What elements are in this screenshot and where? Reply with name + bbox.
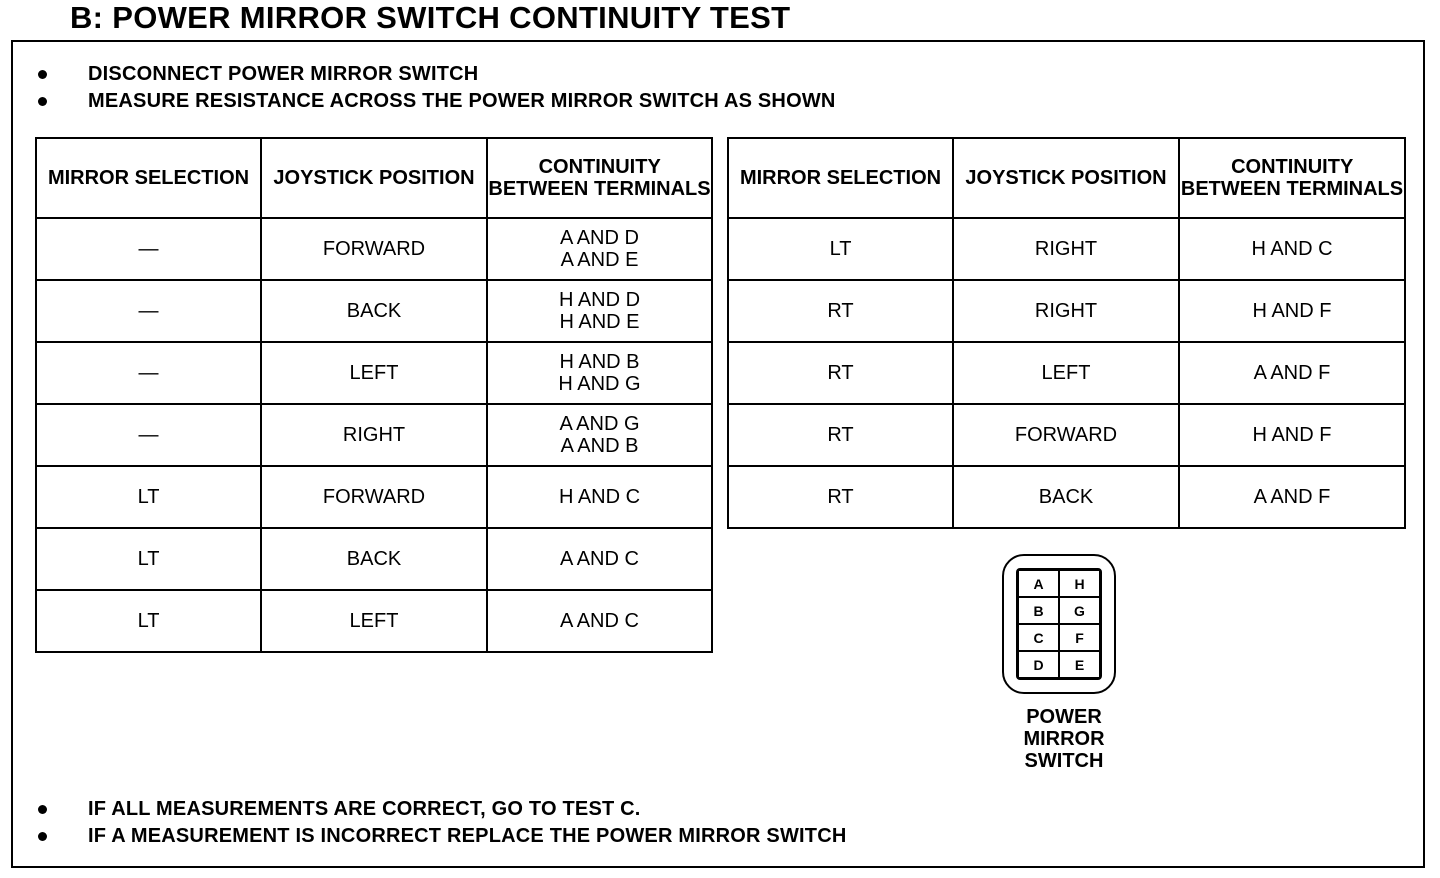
table-row — [728, 466, 1405, 528]
joystick-cell: BACK — [261, 528, 487, 590]
connector-pin: F — [1059, 624, 1100, 651]
continuity-cell — [487, 404, 712, 466]
header-continuity — [1179, 138, 1405, 218]
connector-pin: B — [1018, 597, 1059, 624]
header-line: SELECTION — [826, 167, 942, 189]
joystick-cell: FORWARD — [953, 404, 1179, 466]
continuity-line: A AND C — [560, 610, 639, 632]
connector-pin: G — [1059, 597, 1100, 624]
mirror-cell: — — [36, 280, 261, 342]
header-line: JOYSTICK — [273, 167, 374, 189]
header-line: BETWEEN — [1180, 178, 1281, 200]
header-line: BETWEEN — [488, 178, 589, 200]
continuity-cell — [1179, 466, 1405, 528]
continuity-line: H AND G — [558, 373, 641, 395]
joystick-cell: RIGHT — [261, 404, 487, 466]
continuity-line: A AND F — [1253, 486, 1331, 508]
header-joystick-position — [261, 138, 487, 218]
result-text: IF A MEASUREMENT IS INCORRECT REPLACE THE POWER MIRROR SWITCH — [88, 825, 847, 847]
table-row — [36, 528, 712, 590]
table-row — [36, 590, 712, 652]
header-line: MIRROR — [739, 167, 822, 189]
header-line: TERMINALS — [593, 178, 711, 200]
continuity-table-right — [727, 137, 1406, 529]
table-row — [36, 280, 712, 342]
continuity-cell — [487, 590, 712, 652]
mirror-cell: — — [36, 218, 261, 280]
connector-pin: C — [1018, 624, 1059, 651]
header-mirror-selection — [728, 138, 953, 218]
table-header-row — [36, 138, 712, 218]
connector-label-line: MIRROR — [1023, 728, 1105, 750]
continuity-line: H AND F — [1252, 300, 1332, 322]
continuity-table-left — [35, 137, 713, 653]
header-line: CONTINUITY — [538, 156, 661, 178]
connector-pin: A — [1018, 570, 1059, 597]
continuity-line: H AND C — [558, 486, 641, 508]
mirror-cell: RT — [728, 466, 953, 528]
continuity-cell — [1179, 218, 1405, 280]
result-list — [38, 796, 847, 850]
mirror-cell: LT — [36, 466, 261, 528]
connector-pin: E — [1059, 651, 1100, 678]
joystick-cell: BACK — [261, 280, 487, 342]
header-line: MIRROR — [47, 167, 130, 189]
joystick-cell: FORWARD — [261, 218, 487, 280]
header-line: CONTINUITY — [1231, 156, 1353, 178]
continuity-cell — [487, 218, 712, 280]
connector-diagram — [1002, 554, 1116, 694]
header-joystick-position — [953, 138, 1179, 218]
table-row — [36, 404, 712, 466]
header-line: POSITION — [1071, 167, 1167, 189]
table-body — [36, 218, 712, 652]
table-row — [36, 342, 712, 404]
table-row — [36, 218, 712, 280]
header-line: POSITION — [379, 167, 475, 189]
instruction-text: DISCONNECT POWER MIRROR SWITCH — [88, 63, 479, 85]
continuity-cell — [487, 466, 712, 528]
continuity-line: A AND B — [560, 435, 639, 457]
table-body — [728, 218, 1405, 528]
joystick-cell: BACK — [953, 466, 1179, 528]
mirror-cell: LT — [728, 218, 953, 280]
continuity-cell — [1179, 404, 1405, 466]
header-mirror-selection — [36, 138, 261, 218]
mirror-cell: RT — [728, 280, 953, 342]
connector-pin: H — [1059, 570, 1100, 597]
joystick-cell: LEFT — [261, 342, 487, 404]
table-row — [728, 404, 1405, 466]
bullet-icon — [38, 805, 47, 814]
continuity-line: A AND D — [560, 227, 639, 249]
table-header-row — [728, 138, 1405, 218]
header-continuity — [487, 138, 712, 218]
table-row — [36, 466, 712, 528]
continuity-cell — [1179, 280, 1405, 342]
mirror-cell: RT — [728, 404, 953, 466]
connector-pin: D — [1018, 651, 1059, 678]
bullet-icon — [38, 97, 47, 106]
instruction-text: MEASURE RESISTANCE ACROSS THE POWER MIRROR SWITCH AS SHOWN — [88, 90, 836, 112]
continuity-cell — [487, 280, 712, 342]
continuity-line: A AND E — [560, 249, 639, 271]
connector-label-line: SWITCH — [1024, 750, 1104, 772]
continuity-line: H AND B — [559, 351, 640, 373]
connector-pin-grid — [1016, 568, 1102, 680]
joystick-cell: RIGHT — [953, 218, 1179, 280]
continuity-cell — [1179, 342, 1405, 404]
continuity-line: H AND F — [1252, 424, 1332, 446]
table-row — [728, 280, 1405, 342]
result-text: IF ALL MEASUREMENTS ARE CORRECT, GO TO TEST C. — [88, 798, 641, 820]
header-line: TERMINALS — [1286, 178, 1404, 200]
mirror-cell: RT — [728, 342, 953, 404]
page-title: B: POWER MIRROR SWITCH CONTINUITY TEST — [70, 0, 791, 35]
joystick-cell: LEFT — [953, 342, 1179, 404]
continuity-line: A AND F — [1253, 362, 1331, 384]
joystick-cell: RIGHT — [953, 280, 1179, 342]
continuity-line: H AND D — [558, 289, 641, 311]
instruction-list — [38, 61, 836, 115]
instruction-item — [38, 88, 836, 115]
continuity-line: H AND C — [1251, 238, 1333, 260]
connector-label — [990, 706, 1138, 772]
continuity-cell — [487, 528, 712, 590]
bullet-icon — [38, 832, 47, 841]
table-row — [728, 342, 1405, 404]
continuity-line: A AND C — [560, 548, 639, 570]
continuity-line: A AND G — [559, 413, 640, 435]
bullet-icon — [38, 70, 47, 79]
mirror-cell: — — [36, 404, 261, 466]
mirror-cell: LT — [36, 528, 261, 590]
instruction-item — [38, 61, 836, 88]
result-item — [38, 796, 847, 823]
mirror-cell: LT — [36, 590, 261, 652]
joystick-cell: FORWARD — [261, 466, 487, 528]
connector-label-line: POWER — [1026, 706, 1102, 728]
joystick-cell: LEFT — [261, 590, 487, 652]
result-item — [38, 823, 847, 850]
mirror-cell: — — [36, 342, 261, 404]
header-line: SELECTION — [134, 167, 250, 189]
continuity-line: H AND E — [559, 311, 640, 333]
header-line: JOYSTICK — [965, 167, 1066, 189]
continuity-cell — [487, 342, 712, 404]
table-row — [728, 218, 1405, 280]
